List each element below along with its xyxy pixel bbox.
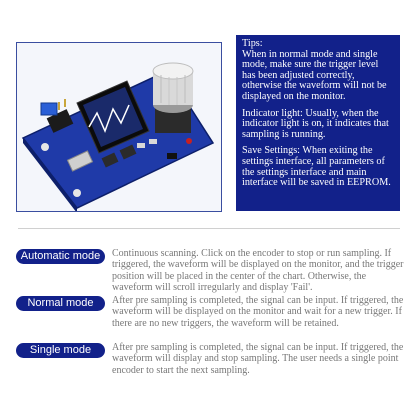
normal-mode-description: After pre sampling is completed, the signal can be input. If triggered, the waveform will be displayed on the monitor and wait for a new trigger. If there are no new triggers, the waveform will be retained. — [112, 295, 404, 329]
automatic-mode-description: Continuous scanning. Click on the encoder to stop or run sampling. If triggered, the waveform will be displayed on the monitor, and the trigger position will be placed in the center of the chart. Otherwise, the waveform will scroll irregularly and display 'Fail'. — [112, 248, 404, 294]
single-mode-label: Single mode — [16, 343, 105, 358]
section-divider — [18, 228, 400, 229]
automatic-mode-label: Automatic mode — [16, 249, 105, 264]
product-image-panel — [16, 42, 222, 212]
tips-indicator-light: Indicator light: Usually, when the indicator light is on, it indicates that sampling is running. — [242, 107, 389, 140]
normal-mode-label: Normal mode — [16, 296, 105, 311]
tips-save-settings: Save Settings: When exiting the settings interface, all parameters of the settings interface and main interface will be saved in EEPROM. — [242, 145, 391, 189]
tips-panel — [236, 35, 400, 211]
tips-normal-single: When in normal mode and single mode, make sure the trigger level has been adjusted correctly, otherwise the waveform will not be displayed on the monitor. — [242, 48, 387, 102]
tips-heading: Tips: — [242, 38, 263, 49]
single-mode-description: After pre sampling is completed, the signal can be input. If triggered, the waveform will display and stop sampling. The user needs a single point encoder to start the next sampling. — [112, 342, 404, 376]
pcb-board-illustration — [17, 43, 222, 212]
